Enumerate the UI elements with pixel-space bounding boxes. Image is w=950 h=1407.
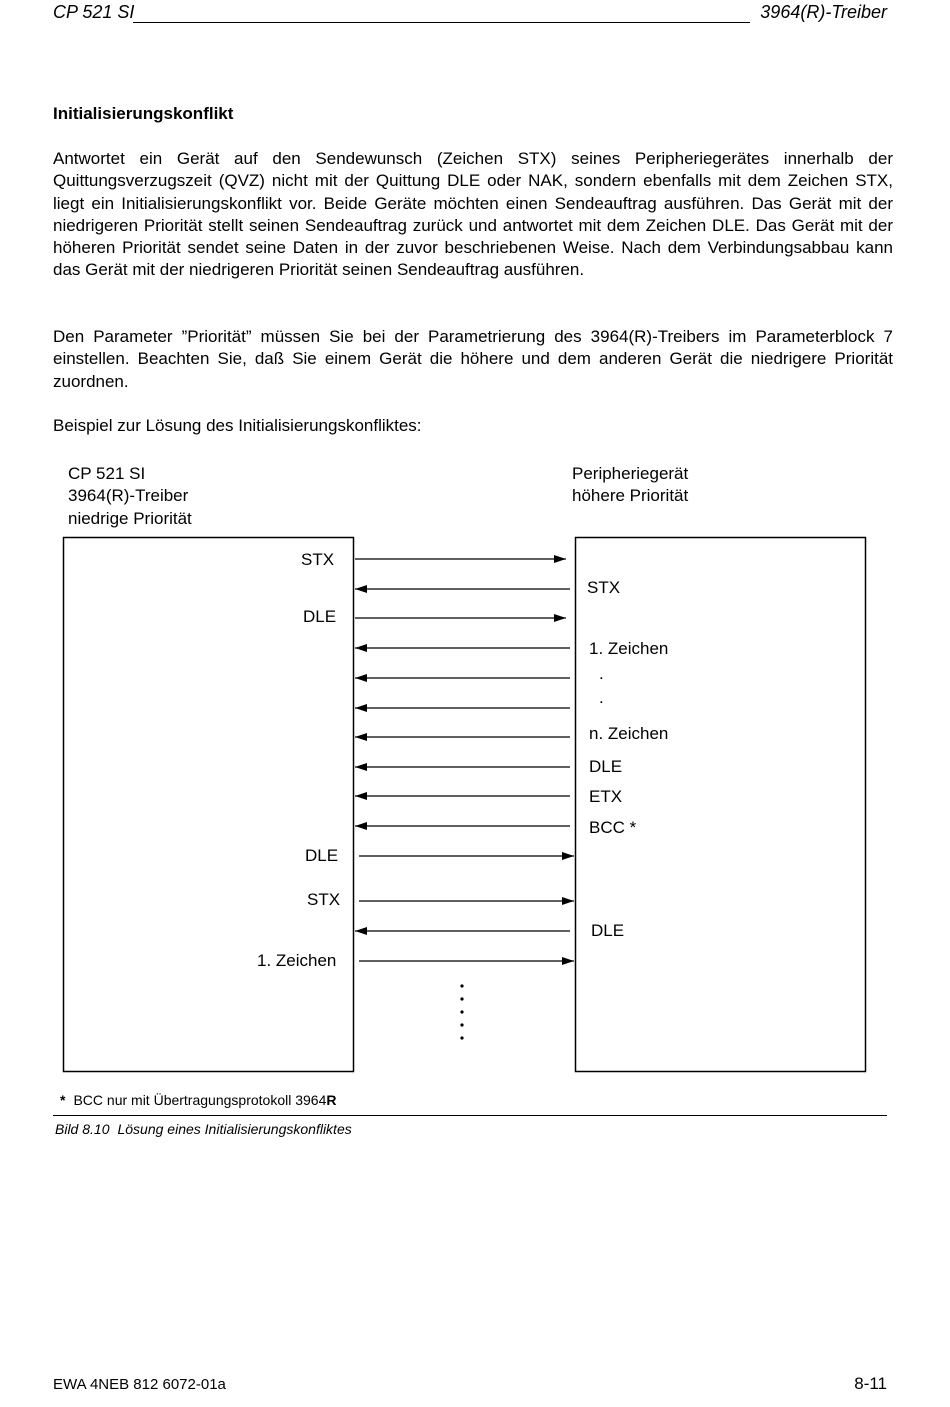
page-header-right: 3964(R)-Treiber (760, 2, 887, 22)
left-device-name: CP 521 SI (68, 464, 146, 483)
left-device-priority: niedrige Priorität (68, 508, 192, 528)
left-label-stx-2: STX (307, 890, 341, 909)
paragraph-1: Antwortet ein Gerät auf den Sendewunsch (Zeichen STX) seines Peripheriegerätes innerhalb der Quittungsverzugszeit (QVZ) nicht mit der Quittung DLE oder NAK, sondern ebenfalls mit dem Zeichen STX, liegt ein Initialisierungskonflikt vor. Beide Geräte möchten einen Sendeauftrag ausführen. Das Gerät mit der niedrigeren Priorität stellt seinen Sendeauftrag zurück und antwortet mit dem Zeichen DLE. Das Gerät mit der höheren Priorität sendet seine Daten in der zuvor beschriebenen Weise. Nach dem Verbindungsabbau kann das Gerät mit der niedrigeren Priorität seinen Sendeauftrag ausführen. (53, 149, 893, 280)
right-label-zeichen-n: n. Zeichen (589, 724, 669, 743)
right-label-dot-2: . (599, 688, 604, 707)
right-label-dot-1: . (599, 664, 604, 683)
right-label-bcc: BCC * (589, 818, 637, 837)
footnote (60, 1092, 336, 1108)
right-label-dle-2: DLE (591, 921, 625, 940)
right-label-stx: STX (587, 578, 621, 597)
caption-number: Bild 8.10 (55, 1121, 110, 1137)
left-label-zeichen-1: 1. Zeichen (257, 951, 337, 970)
section-heading: Initialisierungskonflikt (53, 104, 234, 123)
left-label-dle-1: DLE (303, 607, 337, 626)
caption-rule (53, 1115, 887, 1116)
footnote-bold-suffix: R (326, 1092, 337, 1108)
right-label-zeichen-1: 1. Zeichen (589, 639, 669, 658)
right-label-etx: ETX (589, 787, 623, 806)
left-label-dle-2: DLE (305, 846, 339, 865)
document-id: EWA 4NEB 812 6072-01a (53, 1376, 226, 1393)
figure-caption (55, 1121, 352, 1137)
caption-text: Lösung eines Initialisierungskonfliktes (117, 1121, 352, 1137)
paragraph-2: Den Parameter ”Priorität” müssen Sie bei der Parametrierung des 3964(R)-Treibers im Parameterblock 7 einstellen. Beachten Sie, daß Sie einem Gerät die höhere und dem anderen Gerät die niedrigere Priorität zuordnen. (53, 327, 893, 391)
continuation-dots (460, 984, 463, 1039)
page-number: 8-11 (854, 1374, 887, 1393)
paragraph-3: Beispiel zur Lösung des Initialisierungskonfliktes: (53, 416, 422, 435)
right-device-name: Peripheriegerät (572, 464, 689, 483)
right-label-dle-1: DLE (589, 757, 623, 776)
page-header-left: CP 521 SI (53, 2, 135, 22)
right-device-priority: höhere Priorität (572, 486, 689, 506)
left-device-driver: 3964(R)-Treiber (68, 486, 189, 506)
left-label-stx-1: STX (301, 550, 335, 569)
footnote-star: * (60, 1092, 66, 1108)
footnote-text: BCC nur mit Übertragungsprotokoll 3964 (73, 1092, 327, 1108)
